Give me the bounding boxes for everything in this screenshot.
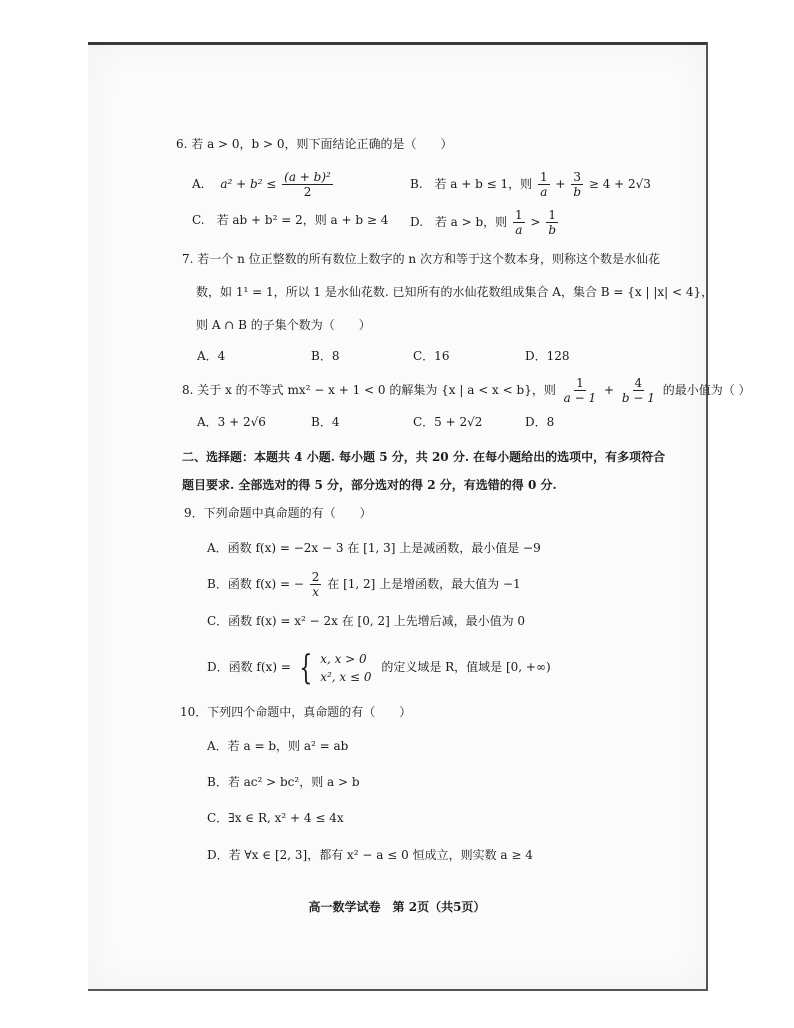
q6-stem: 6. 若 a > 0，b > 0，则下面结论正确的是（ ） xyxy=(176,137,453,151)
q9-b-frac xyxy=(310,570,322,599)
q8-frac1 xyxy=(562,376,598,405)
q6-b-frac2-den: b xyxy=(573,185,581,199)
q9-d-brace: { xyxy=(299,647,313,688)
q8-stem xyxy=(182,376,751,405)
q8-frac1-num: 1 xyxy=(576,376,584,390)
q6-d-frac2 xyxy=(546,208,558,237)
section2-line1: 二、选择题：本题共 4 小题. 每小题 5 分，共 20 分. 在每小题给出的选项中，有多项符合 xyxy=(182,450,666,464)
q8-option-b: B．4 xyxy=(311,415,340,429)
q8-frac1-den: a − 1 xyxy=(563,391,597,405)
q6-d-pre: 若 a > b，则 xyxy=(434,215,508,229)
q9-b-pre: B．函数 f(x) = − xyxy=(207,577,304,591)
q7-option-d: D．128 xyxy=(525,349,570,363)
q9-d-case2: x², x ≤ 0 xyxy=(320,669,372,684)
q8-plus: + xyxy=(603,383,615,397)
q9-b-den: x xyxy=(312,585,319,599)
q6-option-d xyxy=(410,208,560,237)
section2-line2: 题目要求. 全部选对的得 5 分，部分选对的得 2 分，有选错的得 0 分. xyxy=(182,478,557,492)
q6-b-post: ≥ 4 + 2√3 xyxy=(588,177,651,191)
q10-stem: 10．下列四个命题中，真命题的有（ ） xyxy=(180,705,412,719)
q6-b-frac1-den: a xyxy=(540,185,548,199)
q9-option-a: A．函数 f(x) = −2x − 3 在 [1, 3] 上是减函数，最小值是 −9 xyxy=(207,541,541,555)
q7-line3: 则 A ∩ B 的子集个数为（ ） xyxy=(196,318,371,332)
q8-option-c: C．5 + 2√2 xyxy=(413,415,483,429)
q6-b-pre: 若 a + b ≤ 1，则 xyxy=(434,177,533,191)
q9-option-d xyxy=(207,648,551,686)
q9-d-case1: x, x > 0 xyxy=(320,651,367,666)
q9-b-post: 在 [1, 2] 上是增函数，最大值为 −1 xyxy=(327,577,521,591)
q10-option-b: B．若 ac² > bc²，则 a > b xyxy=(207,775,360,789)
q9-stem: 9．下列命题中真命题的有（ ） xyxy=(184,506,372,520)
q6-a-left: a² + b² ≤ xyxy=(220,177,277,191)
q8-frac2-num: 4 xyxy=(634,376,643,390)
q10-option-a: A．若 a = b，则 a² = ab xyxy=(207,739,349,753)
q8-pre: 8. 关于 x 的不等式 mx² − x + 1 < 0 的解集为 {x | a < x < b}，则 xyxy=(182,383,556,397)
q6-b-frac2-num: 3 xyxy=(573,170,581,184)
q7-option-c: C．16 xyxy=(413,349,450,363)
q6-d-frac1 xyxy=(513,208,525,237)
q6-b-label: B. xyxy=(410,177,423,191)
page-footer: 高一数学试卷 第 2页（共5页） xyxy=(308,900,486,914)
q6-a-label: A. xyxy=(192,177,205,191)
q6-a-fraction xyxy=(282,170,333,199)
q6-d-frac1-num: 1 xyxy=(515,208,523,222)
q8-post: 的最小值为（ ） xyxy=(662,383,751,397)
q6-b-frac1 xyxy=(538,170,550,199)
q6-option-c: C. 若 ab + b² = 2，则 a + b ≥ 4 xyxy=(192,213,389,227)
q6-d-label: D. xyxy=(410,215,424,229)
q7-line1: 7. 若一个 n 位正整数的所有数位上数字的 n 次方和等于这个数本身，则称这个数是水仙花 xyxy=(182,252,660,266)
q6-option-b xyxy=(410,170,651,199)
q8-option-a: A．3 + 2√6 xyxy=(197,415,266,429)
q9-d-post: 的定义域是 R，值域是 [0, +∞) xyxy=(381,660,551,674)
q6-d-frac1-den: a xyxy=(515,223,523,237)
q6-d-frac2-num: 1 xyxy=(548,208,557,222)
q6-d-gt: > xyxy=(530,215,541,229)
q6-d-frac2-den: b xyxy=(548,223,557,237)
q6-a-den: 2 xyxy=(303,185,312,199)
q8-option-d: D．8 xyxy=(525,415,555,429)
q10-option-d: D．若 ∀x ∈ [2, 3]，都有 x² − a ≤ 0 恒成立，则实数 a ≥ 4 xyxy=(207,848,533,862)
q6-option-a xyxy=(192,170,335,199)
q7-option-b: B．8 xyxy=(311,349,340,363)
q6-b-plus: + xyxy=(555,177,566,191)
q7-line2: 数，如 1¹ = 1，所以 1 是水仙花数. 已知所有的水仙花数组成集合 A，集合 B = {x | |x| < 4}， xyxy=(196,285,714,299)
q6-a-num: (a + b)² xyxy=(284,170,331,184)
q9-b-num: 2 xyxy=(311,570,320,584)
q6-b-frac2 xyxy=(571,170,583,199)
q9-d-pre: D．函数 f(x) = xyxy=(207,660,291,674)
q10-option-c: C．∃x ∈ R, x² + 4 ≤ 4x xyxy=(207,811,344,825)
q7-option-a: A．4 xyxy=(197,349,226,363)
q9-option-b xyxy=(207,570,521,599)
q8-frac2 xyxy=(620,376,657,405)
q6-b-frac1-num: 1 xyxy=(539,170,548,184)
q9-d-cases xyxy=(320,650,371,686)
q9-option-c: C．函数 f(x) = x² − 2x 在 [0, 2] 上先增后减，最小值为 0 xyxy=(207,614,526,628)
q8-frac2-den: b − 1 xyxy=(621,391,655,405)
